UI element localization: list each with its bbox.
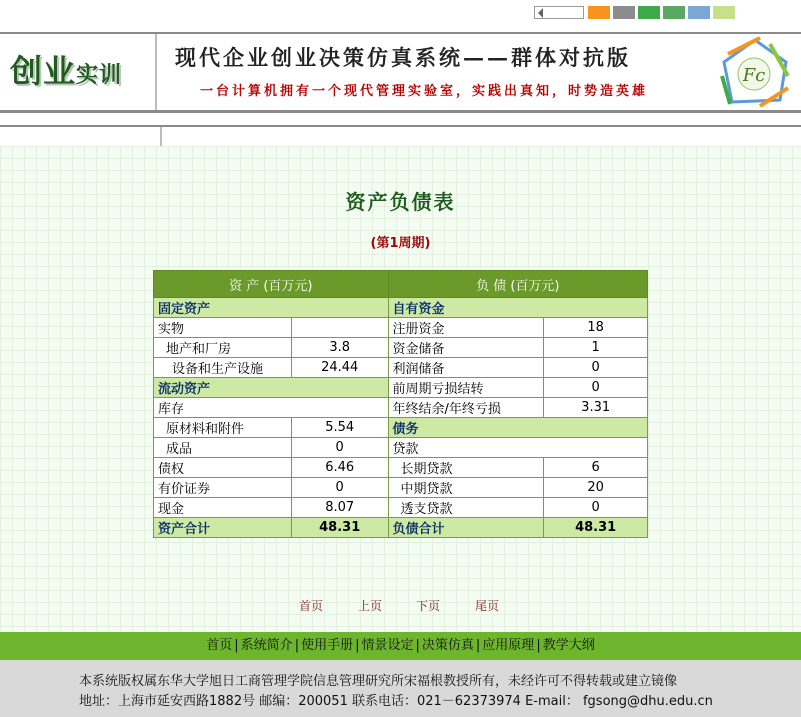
left-arrow-icon[interactable] <box>538 8 543 18</box>
color-swatch[interactable] <box>688 6 710 19</box>
asset-label: 实物 <box>154 318 292 338</box>
asset-label: 有价证券 <box>154 478 292 498</box>
footer-nav <box>0 632 801 660</box>
footer-nav-link[interactable]: 教学大纲 <box>542 638 595 653</box>
logo <box>2 34 157 110</box>
asset-label: 库存 <box>154 398 389 418</box>
footer-nav-link[interactable]: 使用手册 <box>301 638 354 653</box>
first-page-link[interactable]: 首页 <box>299 599 324 613</box>
liab-section-label: 债务 <box>388 418 647 438</box>
liab-label: 贷款 <box>388 438 647 458</box>
contact-line: 地址：上海市延安西路1882号 邮编：200051 联系电话：021－62373974 E-mail： fgsong@dhu.edu.cn <box>79 694 713 709</box>
liab-value: 3.31 <box>544 398 648 418</box>
color-swatch[interactable] <box>638 6 660 19</box>
copyright-line: 本系统版权属东华大学旭日工商管理学院信息管理研究所宋福根教授所有，未经许可不得转载或建立镜像 <box>79 674 678 689</box>
asset-value: 0 <box>291 478 388 498</box>
asset-label: 债权 <box>154 458 292 478</box>
nav-separator: | <box>234 638 239 653</box>
footer-nav-link[interactable]: 情景设定 <box>361 638 414 653</box>
liab-value: 20 <box>544 478 648 498</box>
liab-value: 0 <box>544 358 648 378</box>
asset-value: 24.44 <box>291 358 388 378</box>
copyright-block <box>0 660 801 717</box>
asset-section-label: 固定资产 <box>154 298 389 318</box>
footer-nav-link[interactable]: 应用原理 <box>482 638 535 653</box>
color-swatch[interactable] <box>613 6 635 19</box>
emblem-text: Fc <box>742 65 766 86</box>
liab-label: 注册资金 <box>388 318 544 338</box>
liab-label: 利润储备 <box>388 358 544 378</box>
color-swatch[interactable] <box>713 6 735 19</box>
asset-label: 地产和厂房 <box>154 338 292 358</box>
table-header-row <box>154 271 648 298</box>
report-title: 资产负债表 <box>345 190 456 214</box>
asset-section-label: 流动资产 <box>154 378 389 398</box>
fc-emblem-icon <box>720 36 790 108</box>
period-label: (第1周期) <box>370 236 431 251</box>
table-row <box>154 318 648 338</box>
asset-label: 原材料和附件 <box>154 418 292 438</box>
liab-value: 1 <box>544 338 648 358</box>
table-row <box>154 378 648 398</box>
assets-column-header: 资 产 (百万元) <box>154 271 389 298</box>
nav-separator: | <box>294 638 300 653</box>
color-swatch[interactable] <box>588 6 610 19</box>
table-row <box>154 438 648 458</box>
liabilities-column-header: 负 债 (百万元) <box>388 271 647 298</box>
nav-separator: | <box>355 638 360 653</box>
asset-value: 8.07 <box>291 498 388 518</box>
sub-bar-cell <box>0 127 162 146</box>
top-strip <box>0 0 801 32</box>
liab-label: 透支贷款 <box>388 498 544 518</box>
nav-separator: | <box>475 638 481 653</box>
last-page-link[interactable]: 尾页 <box>475 599 500 613</box>
asset-value <box>291 318 388 338</box>
liab-value: 6 <box>544 458 648 478</box>
asset-label: 成品 <box>154 438 292 458</box>
asset-value: 6.46 <box>291 458 388 478</box>
sub-bar <box>0 125 801 146</box>
prev-page-link[interactable]: 上页 <box>358 599 383 613</box>
footer-nav-link[interactable]: 系统简介 <box>240 638 293 653</box>
liab-label: 前周期亏损结转 <box>388 378 544 398</box>
total-liabilities-value: 48.31 <box>544 518 648 538</box>
nav-separator: | <box>536 638 541 653</box>
main-content <box>0 146 801 632</box>
next-page-link[interactable]: 下页 <box>416 599 441 613</box>
asset-value: 3.8 <box>291 338 388 358</box>
liab-label: 资金储备 <box>388 338 544 358</box>
total-assets-value: 48.31 <box>291 518 388 538</box>
liab-label: 长期贷款 <box>388 458 544 478</box>
liab-value: 18 <box>544 318 648 338</box>
total-liabilities-label: 负债合计 <box>388 518 544 538</box>
site-header <box>0 32 801 113</box>
liab-value: 0 <box>544 378 648 398</box>
table-row <box>154 418 648 438</box>
total-assets-label: 资产合计 <box>154 518 292 538</box>
table-row <box>154 498 648 518</box>
table-row <box>154 338 648 358</box>
nav-separator: | <box>415 638 420 653</box>
table-row <box>154 358 648 378</box>
asset-value: 5.54 <box>291 418 388 438</box>
table-row <box>154 458 648 478</box>
asset-value: 0 <box>291 438 388 458</box>
total-row <box>154 518 648 538</box>
liab-section-label: 自有资金 <box>388 298 647 318</box>
logo-text: 创业实训 <box>10 52 123 90</box>
liab-label: 年终结余/年终亏损 <box>388 398 544 418</box>
balance-sheet-table <box>153 270 648 538</box>
slogan: 一台计算机拥有一个现代管理实验室，实践出真知，时势造英雄 <box>200 84 649 99</box>
asset-label: 设备和生产设施 <box>154 358 292 378</box>
table-row <box>154 478 648 498</box>
table-row <box>154 298 648 318</box>
liab-label: 中期贷款 <box>388 478 544 498</box>
color-swatch[interactable] <box>663 6 685 19</box>
table-row <box>154 398 648 418</box>
asset-label: 现金 <box>154 498 292 518</box>
footer-nav-link[interactable]: 首页 <box>206 638 233 653</box>
scroll-widget[interactable] <box>534 6 584 19</box>
system-title: 现代企业创业决策仿真系统——群体对抗版 <box>175 45 631 70</box>
liab-value: 0 <box>544 498 648 518</box>
footer-nav-link[interactable]: 决策仿真 <box>421 638 474 653</box>
